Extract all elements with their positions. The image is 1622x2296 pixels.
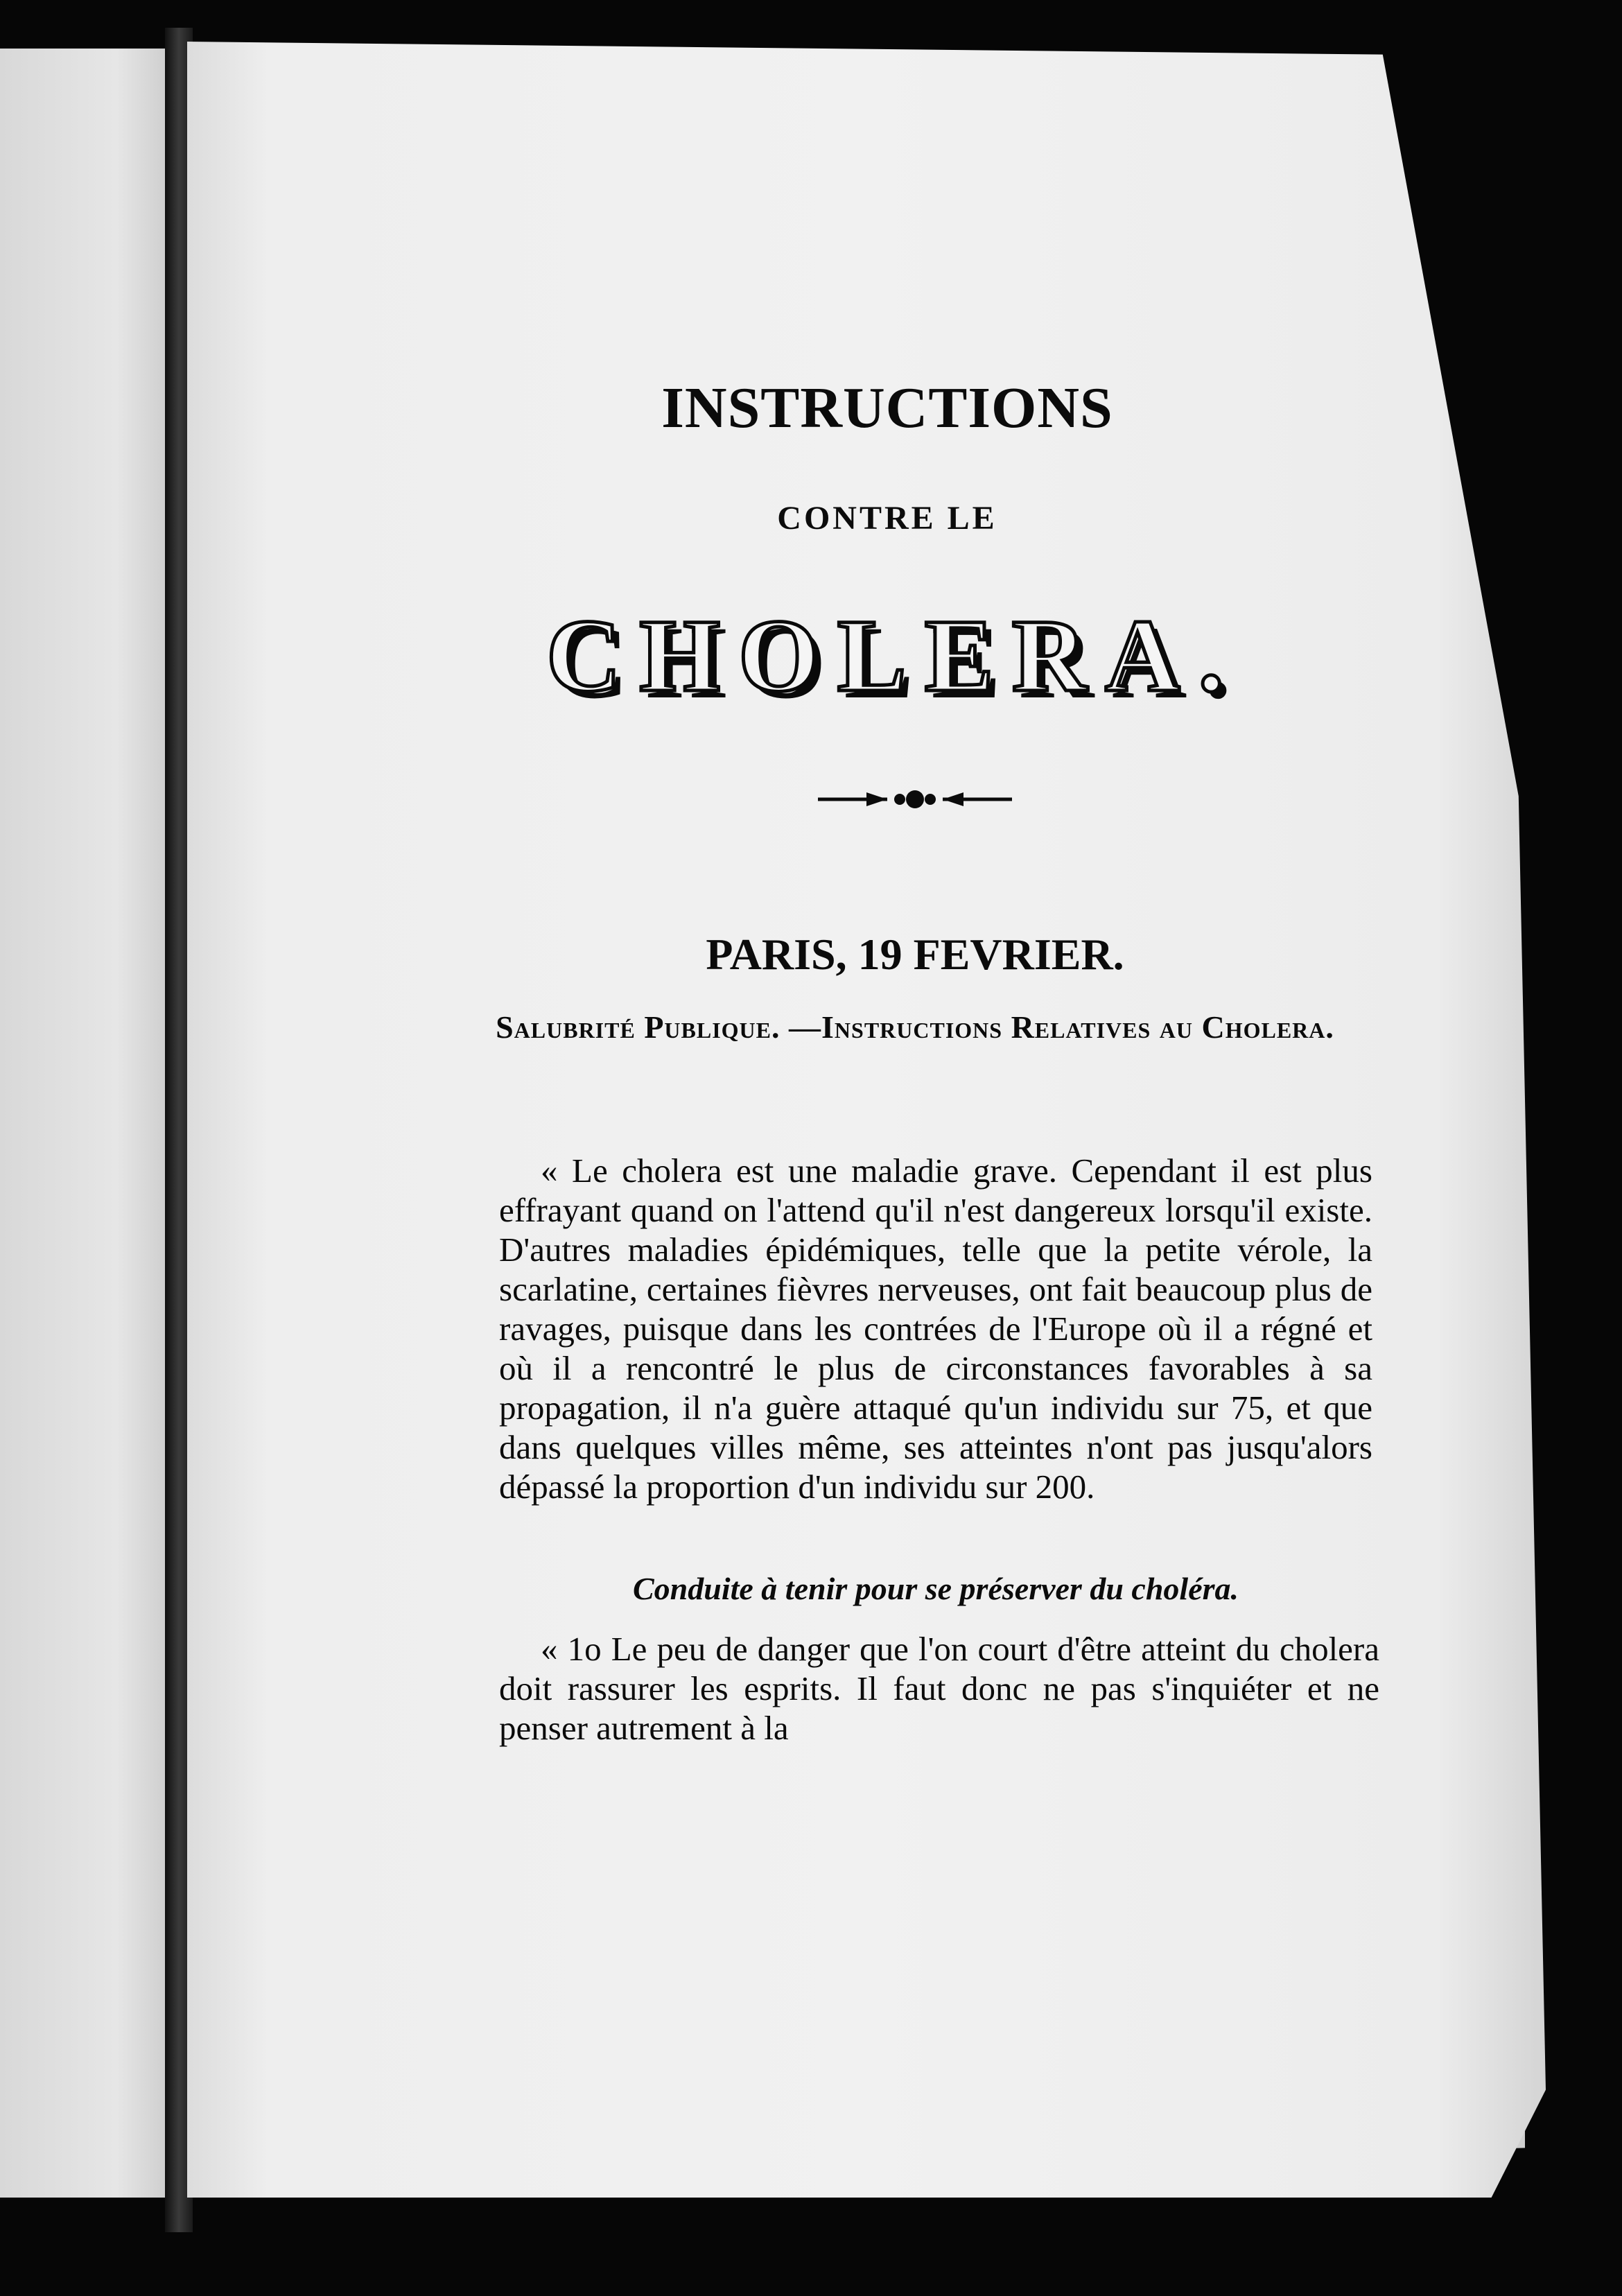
ornament-icon: [818, 787, 1012, 812]
italic-subheading: Conduite à tenir pour se préserver du choléra.: [632, 1571, 1239, 1606]
facing-page-edge: [0, 49, 168, 2198]
document-title: INSTRUCTIONS: [661, 376, 1113, 440]
document-subtitle: CONTRE LE: [777, 500, 997, 537]
main-title: CHOLERA.: [546, 598, 1242, 713]
section-heading: Salubrité Publique. —Instructions Relatives au Cholera.: [496, 1009, 1334, 1045]
dateline: PARIS, 19 FEVRIER.: [706, 930, 1124, 979]
paragraph-1: « Le cholera est une maladie grave. Cependant il est plus effrayant quand on l'attend qu'il n'est dangereux lorsqu'il existe. D'autres maladies épidémiques, telle que la petite vérole, la scarlatine, certaines fièvres nerveuses, ont fait beaucoup plus de ravages, puisque dans les contrées de l'Europe où il a régné et où il a rencontré le plus de circonstances favorables à sa propagation, il n'a guère attaqué qu'un individu sur 75, et que dans quelques villes même, ses atteintes n'ont pas jusqu'alors dépassé la proportion d'un individu sur 200.: [499, 1151, 1372, 1506]
document-page: [187, 42, 1546, 2198]
paragraph-2: « 1o Le peu de danger que l'on court d'être atteint du cholera doit rassurer les esprits. Il faut donc ne pas s'inquiéter et ne penser autrement à la: [499, 1630, 1379, 1747]
